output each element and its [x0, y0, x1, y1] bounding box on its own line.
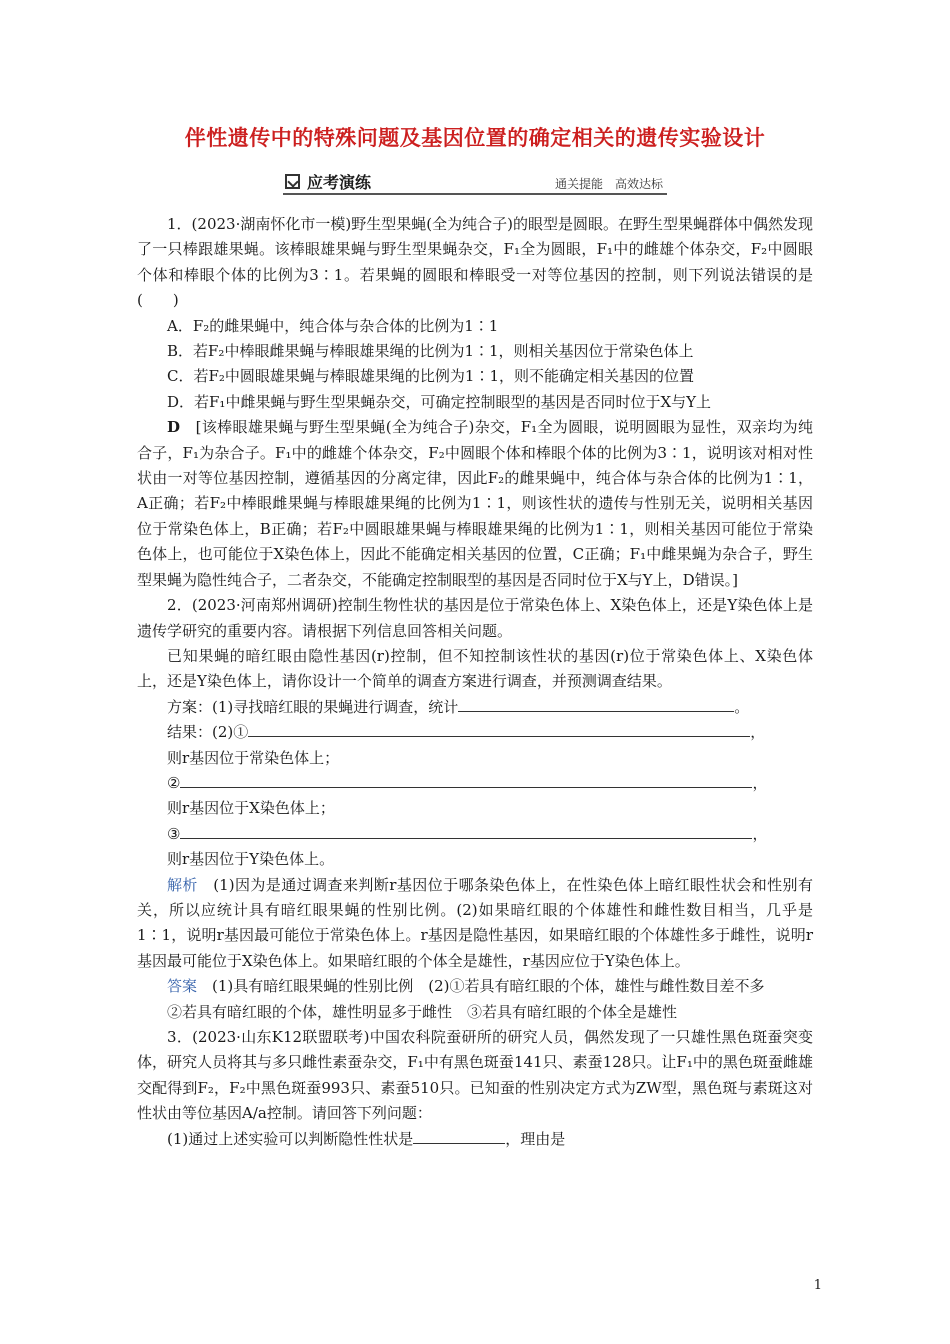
- q2-answer-text-1: (1)具有暗红眼果蝇的性别比例 (2)①若具有暗红眼的个体，雄性与雌性数目差不多: [212, 977, 765, 996]
- document-body: [137, 212, 813, 1152]
- q2-comma-1: ，: [750, 723, 766, 742]
- q1-option-c: C．若F₂中圆眼雄果蝇与棒眼雄果绳的比例为1∶1，则不能确定相关基因的位置: [167, 367, 694, 386]
- q2-plan: [137, 695, 813, 720]
- q2-analysis-text: (1)因为是通过调查来判断r基因位于哪条染色体上，在性染色体上暗红眼性状会和性别有关，所以应统计具有暗红眼果蝇的性别比例。(2)如果暗红眼的个体雄性和雌性数目相当，几乎是1∶1，说明r基因最可能位于常染色体上。r基因是隐性基因，如果暗红眼的个体雄性多于雌性，说明r基因最可能位于X染色体上。如果暗红眼的个体全是雄性，r基因应位于Y染色体上。: [137, 875, 813, 970]
- q2-stem: 2．(2023·河南郑州调研)控制生物性状的基因是位于常染色体上、X染色体上，还是Y染色体上是遗传学研究的重要内容。请根据下列信息回答相关问题。: [137, 596, 813, 640]
- banner-underline: [283, 193, 667, 195]
- q1-option-d: D．若F₁中雌果蝇与野生型果蝇杂交，可确定控制眼型的基因是否同时位于X与Y上: [167, 392, 712, 411]
- q2-circle-3: ③: [167, 824, 181, 843]
- q2-analysis: [137, 873, 813, 975]
- q3-sub-1-blank[interactable]: [413, 1127, 505, 1144]
- q2-result-blank-1[interactable]: [248, 720, 750, 737]
- q1-option-a: A．F₂的雌果蝇中，纯合体与杂合体的比例为1∶1: [167, 316, 499, 335]
- q1-stem: 1．(2023·湖南怀化市一模)野生型果蝇(全为纯合子)的眼型是圆眼。在野生型果蝇群体中偶然发现了一只棒跟雄果蝇。该棒眼雄果蝇与野生型果蝇杂交，F₁全为圆眼，F₁中的雌雄个体杂交，F₂中圆眼个体和棒眼个体的比例为3∶1。若果蝇的圆眼和棒眼受一对等位基因的控制，则下列说法错误的是( ): [137, 215, 813, 310]
- q2-result-2: [137, 771, 813, 796]
- q1-explanation-text: [该棒眼雄果蝇与野生型果蝇(全为纯合子)杂交，F₁全为圆眼，说明圆眼为显性，双亲均为纯合子，F₁为杂合子。F₁中的雌雄个体杂交，F₂中圆眼个体和棒眼个体的比例为3∶1，说明该对相对性状由一对等位基因控制，遵循基因的分离定律，因此F₂的雌果蝇中，纯合体与杂合体的比例为1∶1，A正确；若F₂中棒眼雌果蝇与棒眼雄果绳的比例为1∶1，则该性状的遗传与性别无关，说明相关基因位于常染色体上，B正确；若F₂中圆眼雄果蝇与棒眼雄果绳的比例为1∶1，则相关基因可能位于常染色体上，也可能位于X染色体上，因此不能确定相关基因的位置，C正确；F₁中雌果蝇为杂合子，野生型果蝇为隐性纯合子，二者杂交，不能确定控制眼型的基因是否同时位于X与Y上，D错误。]: [137, 418, 813, 589]
- q2-result-blank-3[interactable]: [180, 822, 752, 839]
- q2-comma-3: ，: [752, 824, 768, 843]
- q2-result-3-conclusion: 则r基因位于Y染色体上。: [167, 850, 335, 869]
- q2-circle-2: ②: [167, 773, 181, 792]
- q2-answer-label: 答案: [167, 977, 198, 996]
- section-banner: [283, 173, 667, 195]
- banner-title: 应考演练: [307, 173, 372, 192]
- q1-explanation: [137, 415, 813, 593]
- q2-analysis-label: 解析: [167, 875, 198, 894]
- page-number: 1: [813, 1278, 822, 1293]
- page-title: 伴性遗传中的特殊问题及基因位置的确定相关的遗传实验设计: [184, 125, 766, 150]
- q2-result-blank-2[interactable]: [180, 771, 752, 788]
- q2-result-1-conclusion: 则r基因位于常染色体上；: [167, 748, 340, 767]
- q2-answer: [137, 974, 813, 999]
- q3-sub-1-end: ，理由是: [505, 1129, 566, 1148]
- q2-plan-text: 方案：(1)寻找暗红眼的果蝇进行调查，统计: [167, 697, 459, 716]
- q2-answer-line-2: ②若具有暗红眼的个体，雄性明显多于雌性 ③若具有暗红眼的个体全是雄性: [167, 1002, 678, 1021]
- q3-sub-1-text: (1)通过上述实验可以判断隐性性状是: [167, 1129, 414, 1148]
- q2-result-2-conclusion: 则r基因位于X染色体上；: [167, 799, 335, 818]
- banner-tagline: 通关提能 高效达标: [554, 177, 663, 191]
- q3-sub-1: [137, 1127, 813, 1152]
- q2-plan-blank[interactable]: [458, 695, 734, 712]
- q2-plan-end: 。: [734, 697, 750, 716]
- q2-result-3: [137, 822, 813, 847]
- q2-result-1: [137, 720, 813, 745]
- q1-option-b: B．若F₂中棒眼雌果蝇与棒眼雄果绳的比例为1∶1，则相关基因位于常染色体上: [167, 342, 694, 361]
- check-box-icon: [285, 174, 300, 189]
- q2-context: 已知果蝇的暗红眼由隐性基因(r)控制，但不知控制该性状的基因(r)位于常染色体上、X染色体上，还是Y染色体上，请你设计一个简单的调查方案进行调查，并预测调查结果。: [137, 646, 813, 691]
- q2-comma-2: ，: [752, 773, 768, 792]
- q3-stem: 3．(2023·山东K12联盟联考)中国农科院蚕研所的研究人员，偶然发现了一只雄性黑色斑蚕突变体，研究人员将其与多只雌性素蚕杂交，F₁中有黑色斑蚕141只、素蚕128只。让F₁中的黑色斑蚕雌雄交配得到F₂，F₂中黑色斑蚕993只、素蚕510只。已知蚕的性别决定方式为ZW型，黑色斑与素斑这对性状由等位基因A/a控制。请回答下列问题：: [137, 1028, 813, 1123]
- q1-answer: D: [167, 418, 181, 437]
- q2-result-prefix: 结果：(2)①: [167, 723, 249, 742]
